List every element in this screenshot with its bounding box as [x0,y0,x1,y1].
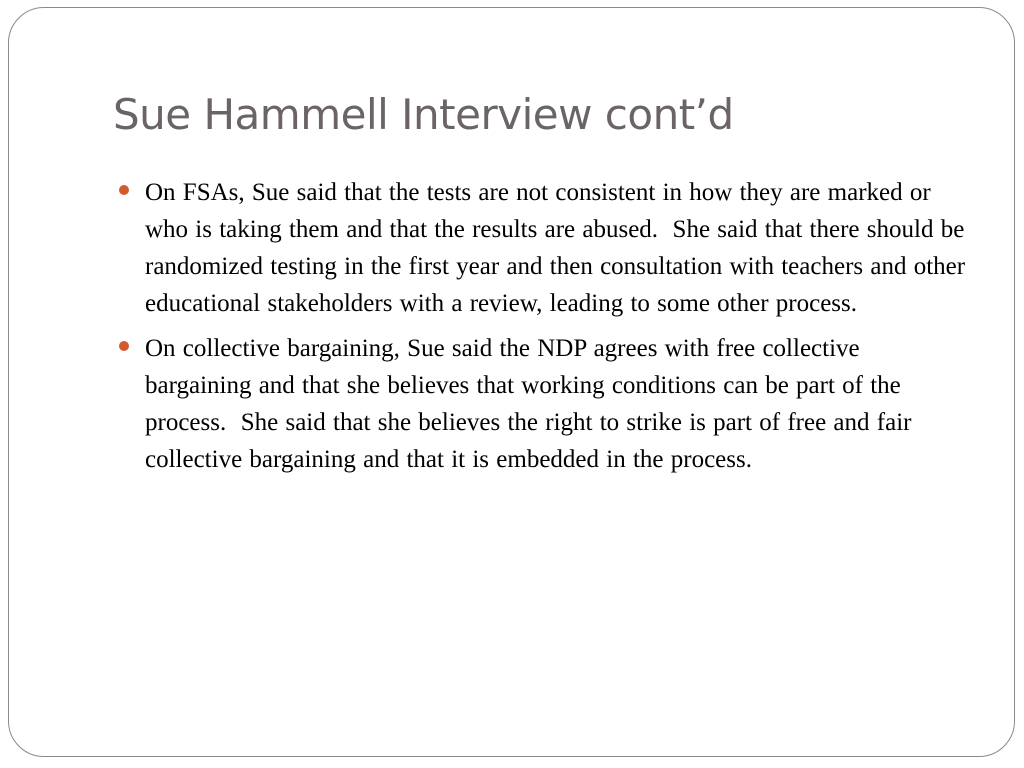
bullet-text: On FSAs, Sue said that the tests are not consistent in how they are marked or who is taking them and that the results are abused. She said that there should be randomized testing in the first year and then consultation with teachers and other educational stakeholders with a review, leading to some other process. [145,179,973,317]
bullet-item [119,174,973,322]
slide-title: Sue Hammell Interview cont’d [113,90,734,139]
bullet-list [119,174,973,486]
slide-frame [8,7,1015,757]
bullet-item [119,330,969,478]
bullet-dot-icon [119,185,129,195]
bullet-text: On collective bargaining, Sue said the NDP agrees with free collective bargaining and that she believes that working conditions can be part of the process. She said that she believes the right to strike is part of free and fair collective bargaining and that it is embedded in the process. [145,335,919,473]
bullet-dot-icon [119,341,129,351]
